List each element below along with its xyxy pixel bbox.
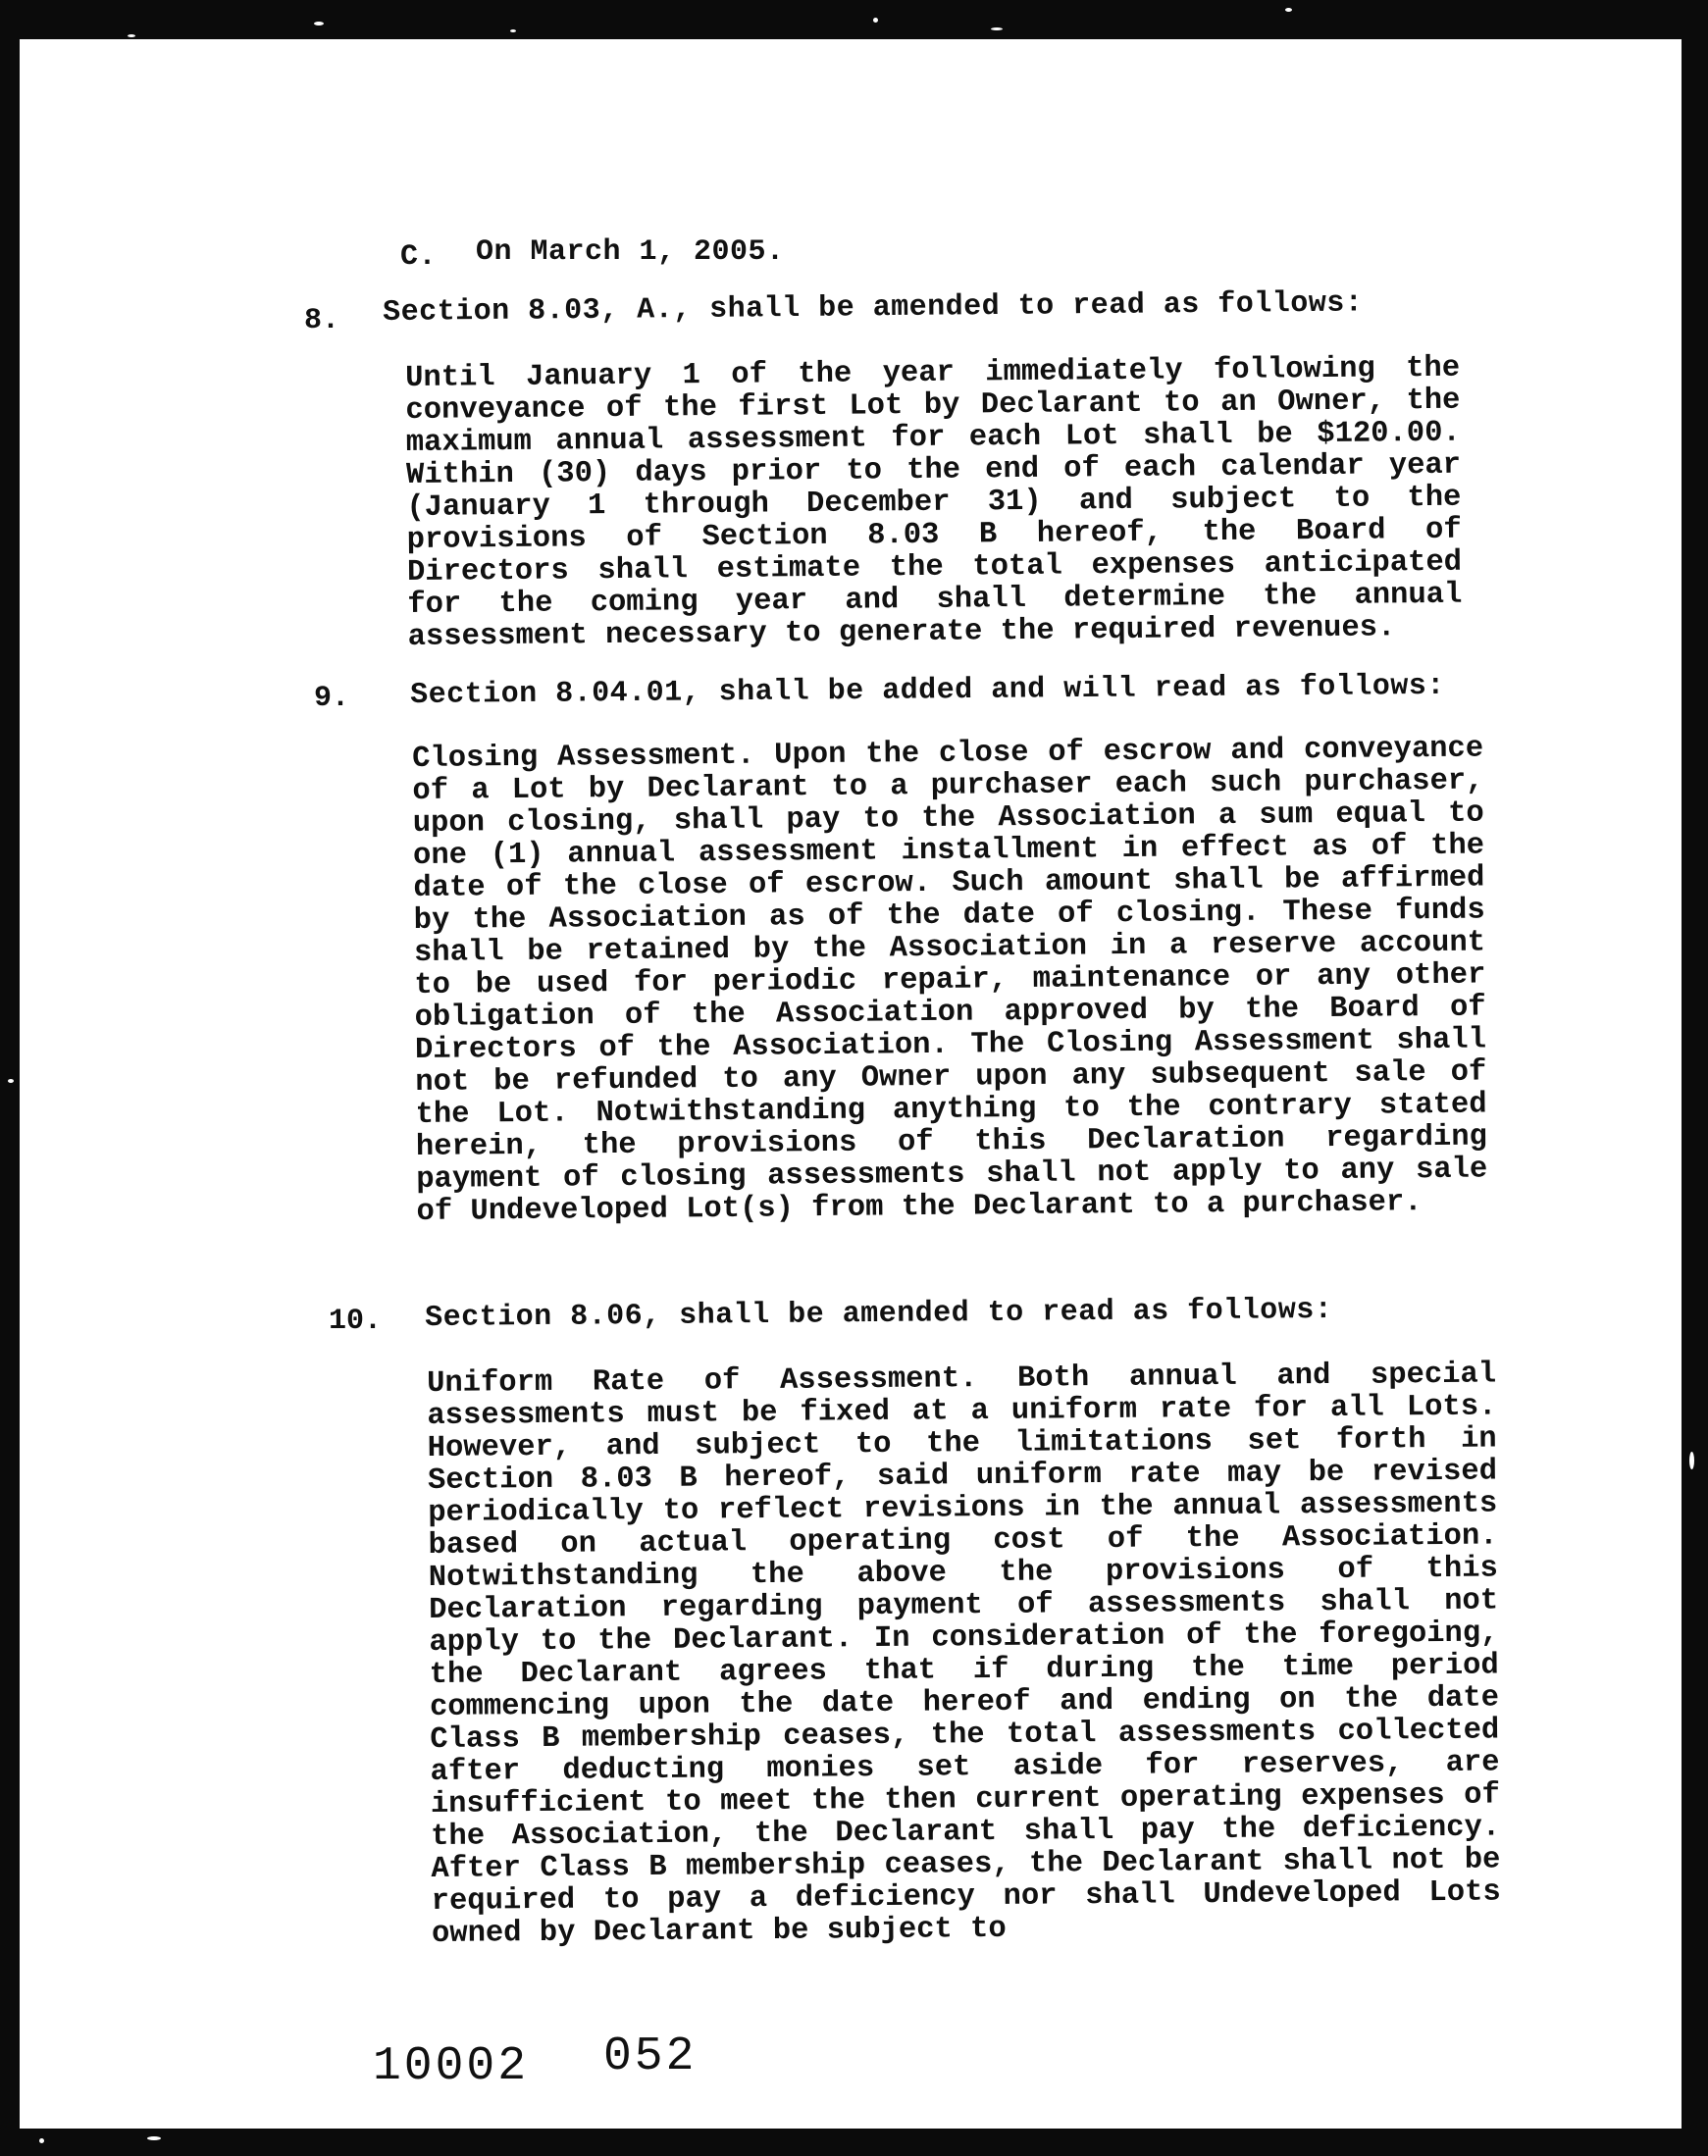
scan-speck	[991, 27, 1003, 30]
section-number: 10.	[329, 1305, 383, 1338]
scan-speck	[314, 22, 324, 26]
section-body: Uniform Rate of Assessment. Both annual and special assessments must be fixed at a uniform rate for all Lots. However, and subject to the limitations set forth in Section 8.03 B hereof, said uniform rate may be revised periodically to reflect revisions in the annual assessments based on actual operating cost of the Association. Notwithstanding the above the provisions of this Declaration regarding payment of assessments shall not apply to the Declarant. In consideration of the foregoing, the Declarant agrees that if during the time period commencing upon the date hereof and ending on the date Class B membership ceases, the total assessments collected after deducting monies set aside for reserves, are insufficient to meet the then current operating expenses of the Association, the Declarant shall pay the deficiency. After Class B membership ceases, the Declarant shall not be required to pay a deficiency nor shall Undeveloped Lots owned by Declarant be subject to	[426, 1358, 1501, 1951]
section-heading: Section 8.03, A., shall be amended to read as follows:	[383, 286, 1364, 330]
scan-speck	[128, 34, 135, 37]
scan-speck	[1689, 1452, 1694, 1469]
section-heading: Section 8.04.01, shall be added and will read as follows:	[410, 669, 1445, 712]
scan-speck	[510, 29, 516, 32]
section-body: Until January 1 of the year immediately following the conveyance of the first Lot by Declarant to an Owner, the maximum annual assessment for each Lot shall be $120.00. Within (30) days prior to the end of each calendar year (January 1 through December 31) and subject to the provisions of Section 8.03 B hereof, the Board of Directors shall estimate the total expenses anticipated for the coming year and shall determine the annual assessment necessary to generate the required revenues.	[404, 351, 1463, 654]
scan-speck	[1285, 8, 1292, 12]
scan-speck	[39, 2138, 44, 2143]
sub-item-text: On March 1, 2005.	[476, 235, 785, 269]
scan-speck	[873, 18, 878, 23]
sub-item-label: C.	[400, 240, 438, 274]
section-heading: Section 8.06, shall be amended to read as follows:	[425, 1293, 1333, 1335]
scan-speck	[8, 1079, 14, 1083]
footer-page-number: 052	[603, 2030, 698, 2083]
document-page	[20, 39, 1682, 2129]
section-body: Closing Assessment. Upon the close of escrow and conveyance of a Lot by Declarant to a purchaser each such purchaser, upon closing, shall pay to the Association a sum equal to one (1) annual assessment installment in effect as of the date of the close of escrow. Such amount shall be affirmed by the Association as of the date of closing. These funds shall be retained by the Association in a reserve account to be used for periodic repair, maintenance or any other obligation of the Association approved by the Board of Directors of the Association. The Closing Assessment shall not be refunded to any Owner upon any subsequent sale of the Lot. Notwithstanding anything to the contrary stated herein, the provisions of this Declaration regarding payment of closing assessments shall not apply to any sale of Undeveloped Lot(s) from the Declarant to a purchaser.	[411, 732, 1488, 1229]
section-number: 8.	[304, 304, 340, 337]
scan-speck	[147, 2136, 161, 2140]
footer-book-number: 10002	[373, 2040, 530, 2093]
section-number: 9.	[314, 682, 350, 715]
